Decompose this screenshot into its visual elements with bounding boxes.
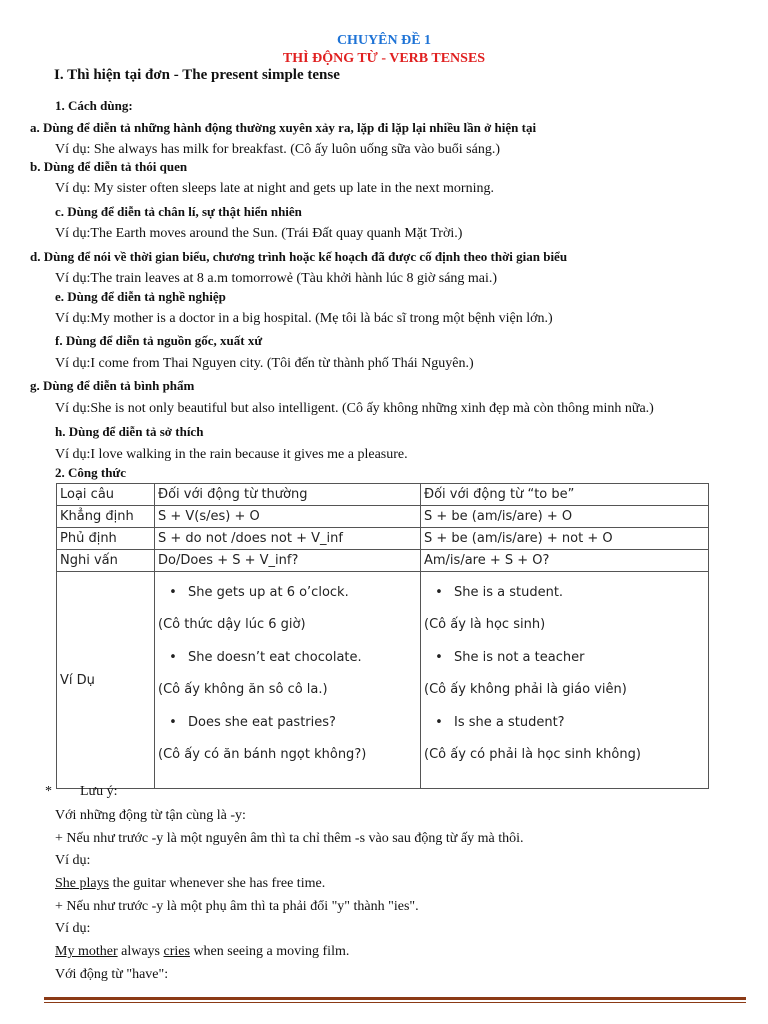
note-example-label: Ví dụ: — [55, 921, 91, 936]
usage-label-d: d. Dùng để nói về thời gian biểu, chương trình hoặc kế hoạch đã được cố định theo thời gian biểu — [30, 249, 568, 264]
usage-example-h: Ví dụ:I love walking in the rain because it gives me a pleasure. — [55, 447, 408, 462]
list-item: • Is she a student? — [424, 706, 705, 739]
list-item: (Cô ấy có phải là học sinh không) — [424, 747, 641, 763]
usage-label-h: h. Dùng để diễn tả sở thích — [55, 424, 204, 439]
usage-example-d: Ví dụ:The train leaves at 8 a.m tomorrowẻ (Tàu khởi hành lúc 8 giờ sáng mai.) — [55, 271, 498, 286]
usage-example-a: Ví dụ: She always has milk for breakfast. (Cô ấy luôn uống sữa vào buổi sáng.) — [55, 142, 501, 157]
note-example: She plays the guitar whenever she has free time. — [55, 876, 326, 891]
table-header-cell: Đối với động từ “to be” — [421, 484, 709, 506]
usage-label-e: e. Dùng để diễn tả nghề nghiệp — [55, 289, 226, 304]
table-cell: S + do not /does not + V_inf — [155, 528, 421, 550]
table-header-cell: Đối với động từ thường — [155, 484, 421, 506]
usage-label-a: a. Dùng để diễn tả những hành động thường xuyên xảy ra, lặp đi lặp lại nhiều lần ở hiện tại — [30, 120, 537, 135]
footer-rule — [44, 997, 746, 1000]
usage-heading: 1. Cách dùng: — [55, 98, 133, 113]
note-line: Với động từ "have": — [55, 967, 169, 982]
section-heading: I. Thì hiện tại đơn - The present simple tense — [54, 67, 340, 83]
table-cell: Ví Dụ — [57, 572, 155, 789]
list-item: • She doesn’t eat chocolate. — [158, 641, 417, 674]
table-cell: Do/Does + S + V_inf? — [155, 550, 421, 572]
table-example-row — [57, 572, 709, 789]
note-title: Lưu ý: — [80, 784, 118, 799]
bullet: • — [169, 649, 177, 665]
list-item: (Cô ấy có ăn bánh ngọt không?) — [158, 747, 367, 763]
formula-heading: 2. Công thức — [55, 465, 126, 480]
list-item: • She is not a teacher — [424, 641, 705, 674]
table-header-row — [57, 484, 709, 506]
usage-label-f: f. Dùng để diễn tả nguồn gốc, xuất xứ — [55, 333, 263, 348]
topic-heading: CHUYÊN ĐỀ 1 — [336, 33, 432, 48]
list-item: • She gets up at 6 o’clock. — [158, 576, 417, 609]
bullet: • — [435, 649, 443, 665]
usage-example-g: Ví dụ:She is not only beautiful but also intelligent. (Cô ấy không những xinh đẹp mà còn thông minh nữa.) — [55, 401, 654, 416]
note-example-label: Ví dụ: — [55, 853, 91, 868]
note-marker: * — [45, 784, 52, 799]
usage-example-c: Ví dụ:The Earth moves around the Sun. (Trái Đất quay quanh Mặt Trời.) — [55, 226, 463, 241]
usage-example-f: Ví dụ:I come from Thai Nguyen city. (Tôi đến từ thành phố Thái Nguyên.) — [55, 356, 474, 371]
usage-label-b: b. Dùng để diễn tả thói quen — [30, 159, 188, 174]
table-cell: Am/is/are + S + O? — [421, 550, 709, 572]
table-cell: S + V(s/es) + O — [155, 506, 421, 528]
table-cell: Khẳng định — [57, 506, 155, 528]
bullet: • — [169, 584, 177, 600]
list-item: (Cô thức dậy lúc 6 giờ) — [158, 617, 306, 633]
usage-example-b: Ví dụ: My sister often sleeps late at night and gets up late in the next morning. — [55, 181, 494, 196]
table-header-cell: Loại câu — [57, 484, 155, 506]
table-cell: Phủ định — [57, 528, 155, 550]
table-row — [57, 550, 709, 572]
list-item: • Does she eat pastries? — [158, 706, 417, 739]
list-item: (Cô ấy không ăn sô cô la.) — [158, 682, 328, 698]
note-example: My mother always cries when seeing a moving film. — [55, 944, 350, 959]
table-row — [57, 506, 709, 528]
note-line: Với những động từ tận cùng là -y: — [55, 808, 246, 823]
page-title: THÌ ĐỘNG TỪ - VERB TENSES — [282, 51, 486, 66]
note-line: + Nếu như trước -y là một nguyên âm thì ta chỉ thêm -s vào sau động từ ấy mà thôi. — [55, 831, 524, 846]
note-line: + Nếu như trước -y là một phụ âm thì ta phải đổi "y" thành "ies". — [55, 899, 419, 914]
table-cell: S + be (am/is/are) + O — [421, 506, 709, 528]
table-cell: Nghi vấn — [57, 550, 155, 572]
list-item: • She is a student. — [424, 576, 705, 609]
list-item: (Cô ấy là học sinh) — [424, 617, 546, 633]
formula-table — [56, 483, 709, 789]
table-examples-tobe — [421, 572, 709, 789]
bullet: • — [435, 584, 443, 600]
bullet: • — [435, 714, 443, 730]
usage-label-c: c. Dùng để diễn tả chân lí, sự thật hiển nhiên — [55, 204, 302, 219]
usage-example-e: Ví dụ:My mother is a doctor in a big hospital. (Mẹ tôi là bác sĩ trong một bệnh viện lớn.) — [55, 311, 553, 326]
footer-rule-thin — [44, 1002, 746, 1003]
usage-label-g: g. Dùng để diễn tả bình phẩm — [30, 378, 195, 393]
table-cell: S + be (am/is/are) + not + O — [421, 528, 709, 550]
list-item: (Cô ấy không phải là giáo viên) — [424, 682, 627, 698]
bullet: • — [169, 714, 177, 730]
table-examples-regular — [155, 572, 421, 789]
table-row — [57, 528, 709, 550]
